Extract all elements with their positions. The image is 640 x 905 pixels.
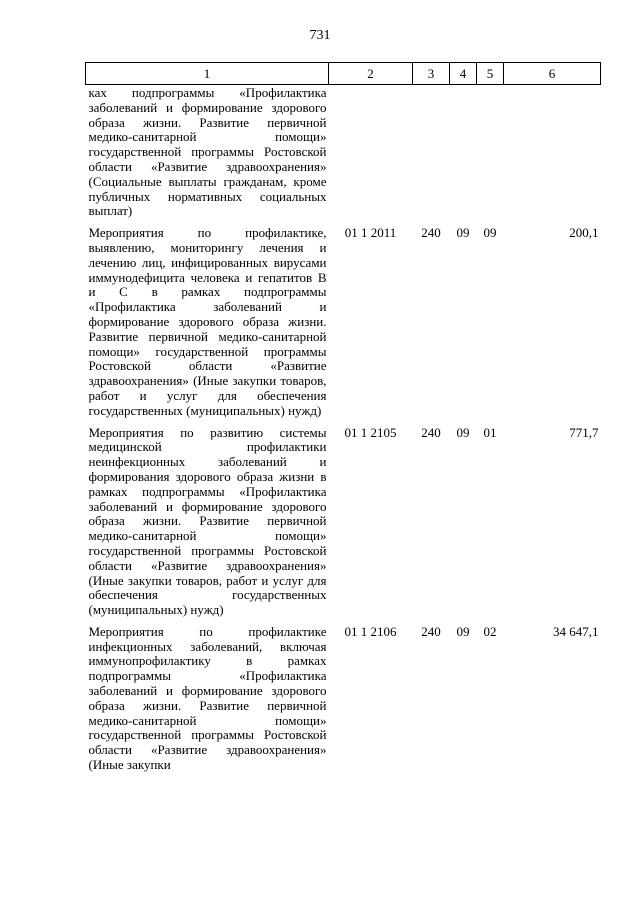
table-header-row bbox=[86, 63, 601, 85]
row-expense-type: 240 bbox=[421, 424, 441, 440]
row-description: ках подпрограммы «Профилактика заболеваний и формирование здорового образа жизни. Развитие первичной медико-санитарной помощи» государственной программы Ростовской области «Развитие здравоохранения» (Социальные выплаты гражданам, кроме публичных нормативных социальных выплат) bbox=[88, 85, 327, 219]
row-target-code: 01 1 2106 bbox=[344, 623, 397, 639]
column-header-3: 3 bbox=[413, 63, 450, 85]
row-section: 09 bbox=[456, 623, 470, 639]
row-subsection: 09 bbox=[483, 225, 497, 241]
column-header-5: 5 bbox=[477, 63, 504, 85]
table-row bbox=[86, 85, 601, 220]
page-number: 731 bbox=[309, 28, 331, 43]
row-section: 09 bbox=[456, 424, 470, 440]
table-row bbox=[86, 618, 601, 773]
table-row bbox=[86, 419, 601, 618]
row-section bbox=[450, 85, 477, 220]
column-header-2: 2 bbox=[329, 63, 413, 85]
column-header-1: 1 bbox=[86, 63, 329, 85]
row-expense-type bbox=[413, 85, 450, 220]
row-amount: 34 647,1 bbox=[553, 623, 599, 639]
row-amount: 771,7 bbox=[569, 424, 599, 440]
row-subsection: 01 bbox=[483, 424, 497, 440]
row-amount bbox=[504, 85, 601, 220]
column-header-4: 4 bbox=[450, 63, 477, 85]
row-amount: 200,1 bbox=[569, 225, 599, 241]
row-subsection: 02 bbox=[483, 623, 497, 639]
row-target-code bbox=[329, 85, 413, 220]
row-expense-type: 240 bbox=[421, 225, 441, 241]
column-header-6: 6 bbox=[504, 63, 601, 85]
row-description: Мероприятия по профилактике инфекционных заболеваний, включая иммунопрофилактику в рамках подпрограммы «Профилактика заболеваний и формирование здорового образа жизни. Развитие первичной медико-санитарной помощи» государственной программы Ростовской области «Развитие здравоохранения» (Иные закупки bbox=[88, 623, 327, 773]
row-description: Мероприятия по развитию системы медицинской профилактики неинфекционных заболеваний и формирования здорового образа жизни в рамках подпрограммы «Профилактика заболеваний и формирование здорового образа жизни. Развитие первичной медико-санитарной помощи» государственной программы Ростовской области «Развитие здравоохранения» (Иные закупки товаров, работ и услуг для обеспечения государственных (муниципальных) нужд) bbox=[88, 424, 327, 618]
row-subsection bbox=[477, 85, 504, 220]
row-description: Мероприятия по профилактике, выявлению, мониторингу лечения и лечению лиц, инфицированных вирусами иммунодефицита человека и гепатитов В и С в рамках подпрограммы «Профилактика заболеваний и формирование здорового образа жизни. Развитие первичной медико-санитарной помощи» государственной программы Ростовской области «Развитие здравоохранения» (Иные закупки товаров, работ и услуг для обеспечения государственных (муниципальных) нужд) bbox=[88, 225, 327, 418]
row-expense-type: 240 bbox=[421, 623, 441, 639]
row-target-code: 01 1 2105 bbox=[344, 424, 397, 440]
row-section: 09 bbox=[456, 225, 470, 241]
row-target-code: 01 1 2011 bbox=[344, 225, 397, 241]
table-row bbox=[86, 219, 601, 418]
budget-table bbox=[85, 62, 601, 773]
